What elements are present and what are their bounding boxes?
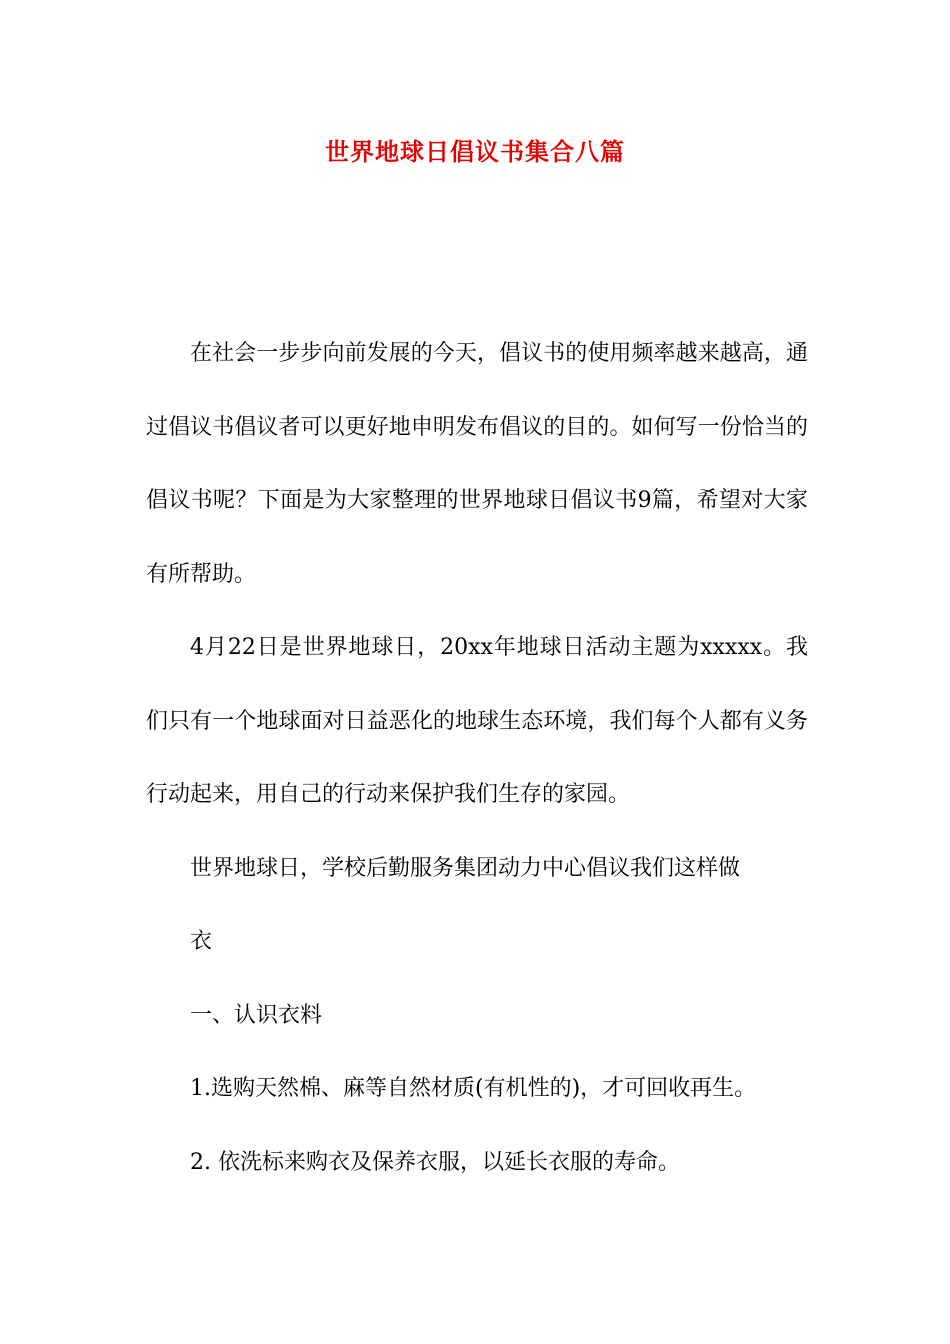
paragraph-section-one: 一、认识衣料: [190, 1002, 323, 1028]
document-title: 世界地球日倡议书集合八篇: [325, 138, 625, 166]
paragraph-initiative: 世界地球日，学校后勤服务集团动力中心倡议我们这样做: [190, 855, 741, 881]
paragraph-earth-day: 4月22日是世界地球日，20xx年地球日活动主题为xxxxx。我们只有一个地球面对日益恶化的地球生态环境，我们每个人都有义务行动起来，用自己的行动来保护我们生存的家园。: [146, 635, 808, 807]
paragraph-item-one: 1.选购天然棉、麻等自然材质(有机性的)，才可回收再生。: [190, 1076, 757, 1101]
paragraph-intro: 在社会一步步向前发展的今天，倡议书的使用频率越来越高，通过倡议书倡议者可以更好地申明发布倡议的目的。如何写一份恰当的倡议书呢？下面是为大家整理的世界地球日倡议书9篇，希望对大家有所帮助。: [146, 341, 808, 587]
paragraph-item-two: 2. 依洗标来购衣及保养衣服，以延长衣服的寿命。: [190, 1149, 680, 1175]
paragraph-clothing-heading: 衣: [190, 929, 213, 954]
document-body: [146, 317, 808, 1199]
